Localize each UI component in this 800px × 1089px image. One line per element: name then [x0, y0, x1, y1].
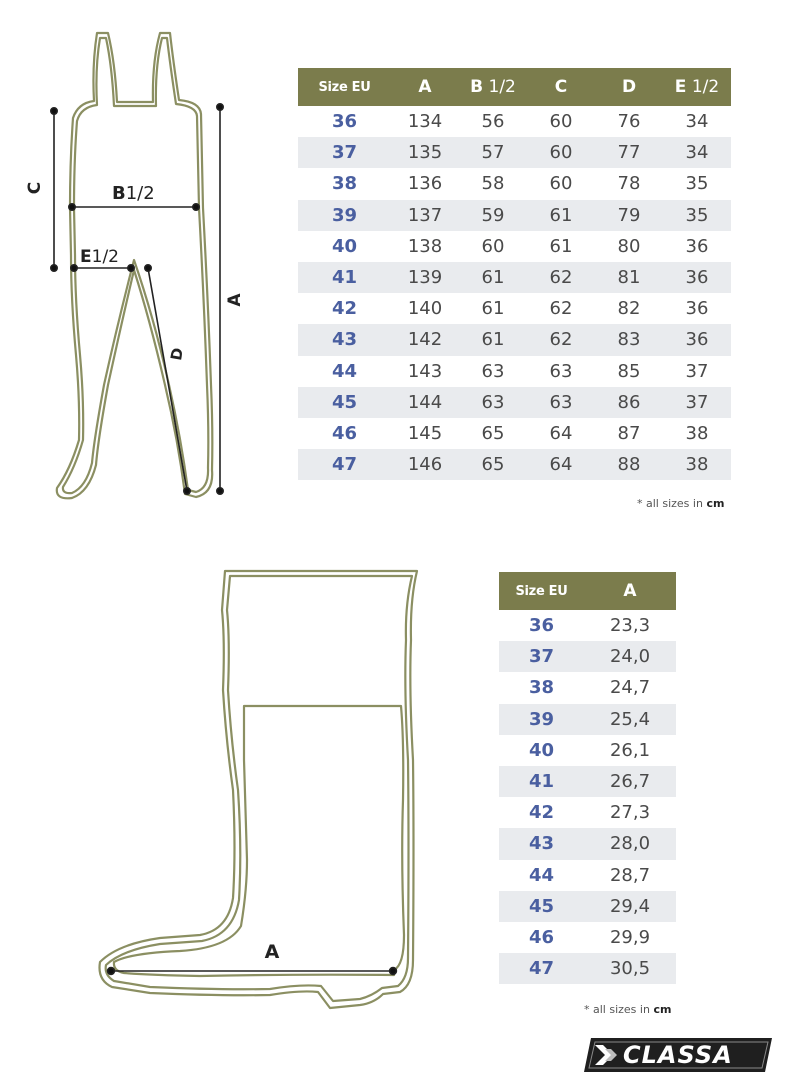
column-header-d	[595, 68, 663, 106]
boot-units-note	[584, 1003, 671, 1016]
classa-logo	[583, 1037, 773, 1073]
size-cell: 41	[499, 766, 584, 797]
value-cell: 34	[663, 137, 731, 168]
size-cell: 41	[298, 262, 391, 293]
size-cell: 47	[298, 449, 391, 480]
size-cell: 46	[528, 926, 555, 948]
size-cell: 47	[499, 953, 584, 984]
note-prefix: * all sizes in	[584, 1003, 654, 1016]
value-cell: 76	[617, 111, 641, 133]
value-cell: 56	[481, 111, 505, 133]
column-header-a	[584, 572, 676, 610]
column-header-b	[459, 68, 527, 106]
value-cell: 62	[549, 298, 573, 320]
label-e: E1/2	[80, 247, 119, 267]
boot-label-a: A	[264, 941, 280, 963]
value-cell: 37	[685, 360, 709, 382]
column-header-size-eu	[298, 68, 391, 106]
note-unit: cm	[706, 497, 725, 510]
value-cell: 27,3	[609, 802, 651, 824]
table-row	[499, 641, 676, 672]
value-cell: 65	[481, 422, 505, 444]
table-row	[499, 735, 676, 766]
value-cell: 61	[481, 298, 505, 320]
table-row	[298, 293, 731, 324]
label-b: B1/2	[112, 183, 155, 204]
boot-size-table	[499, 572, 676, 984]
size-cell: 44	[331, 360, 358, 382]
table-row	[298, 356, 731, 387]
value-cell: 61	[459, 262, 527, 293]
table-row	[298, 137, 731, 168]
value-cell: 65	[459, 449, 527, 480]
table-row	[298, 449, 731, 480]
size-cell: 44	[528, 864, 555, 886]
value-cell: 143	[407, 360, 443, 382]
size-cell: 42	[331, 298, 358, 320]
value-cell: 63	[527, 387, 595, 418]
note-prefix: * all sizes in	[637, 497, 707, 510]
value-cell: 138	[407, 235, 443, 257]
header-label: Size EU	[318, 79, 371, 95]
size-cell: 43	[298, 324, 391, 355]
waders-size-table	[298, 68, 731, 480]
size-cell: 39	[499, 704, 584, 735]
header-label: C	[554, 77, 568, 97]
value-cell: 86	[595, 387, 663, 418]
value-cell: 83	[595, 324, 663, 355]
size-cell: 38	[331, 173, 358, 195]
header-label: Size EU	[515, 583, 568, 599]
value-cell: 88	[595, 449, 663, 480]
size-cell: 36	[528, 615, 555, 637]
header-label: E	[674, 77, 687, 97]
value-cell: 61	[527, 200, 595, 231]
value-cell: 81	[595, 262, 663, 293]
table-row	[499, 922, 676, 953]
value-cell: 36	[685, 235, 709, 257]
boot-outline	[100, 571, 418, 1008]
value-cell: 29,9	[609, 926, 651, 948]
value-cell: 63	[549, 360, 573, 382]
table-row	[298, 262, 731, 293]
table-row	[298, 106, 731, 137]
value-cell: 38	[663, 449, 731, 480]
value-cell: 60	[549, 173, 573, 195]
value-cell: 135	[391, 137, 459, 168]
size-cell: 43	[499, 828, 584, 859]
size-cell: 40	[528, 739, 555, 761]
label-a: A	[225, 293, 245, 307]
value-cell: 140	[407, 298, 443, 320]
table-row	[499, 610, 676, 641]
waders-units-note	[637, 497, 724, 510]
size-cell: 45	[298, 387, 391, 418]
size-cell: 39	[298, 200, 391, 231]
table-row	[298, 168, 731, 199]
header-label: A	[418, 77, 432, 97]
value-cell: 36	[685, 298, 709, 320]
value-cell: 63	[481, 360, 505, 382]
value-cell: 59	[459, 200, 527, 231]
value-cell: 36	[663, 262, 731, 293]
value-cell: 29,4	[584, 891, 676, 922]
value-cell: 146	[391, 449, 459, 480]
value-cell: 61	[459, 324, 527, 355]
value-cell: 38	[685, 422, 709, 444]
value-cell: 137	[391, 200, 459, 231]
size-cell: 38	[528, 677, 555, 699]
table-row	[499, 953, 676, 984]
value-cell: 64	[527, 449, 595, 480]
column-header-a	[391, 68, 459, 106]
value-cell: 30,5	[584, 953, 676, 984]
value-cell: 60	[481, 235, 505, 257]
column-header-c	[527, 68, 595, 106]
table-row	[298, 231, 731, 262]
size-cell: 46	[331, 422, 358, 444]
value-cell: 134	[407, 111, 443, 133]
value-cell: 60	[527, 137, 595, 168]
size-cell: 42	[528, 802, 555, 824]
value-cell: 63	[459, 387, 527, 418]
value-cell: 79	[595, 200, 663, 231]
table-row	[499, 704, 676, 735]
value-cell: 26,1	[609, 739, 651, 761]
value-cell: 36	[663, 324, 731, 355]
size-cell: 45	[499, 891, 584, 922]
table-row	[298, 324, 731, 355]
value-cell: 28,0	[584, 828, 676, 859]
table-row	[499, 672, 676, 703]
table-row	[499, 828, 676, 859]
value-cell: 62	[527, 324, 595, 355]
size-cell: 40	[331, 235, 358, 257]
value-cell: 85	[617, 360, 641, 382]
value-cell: 82	[617, 298, 641, 320]
header-half-suffix: 1/2	[483, 77, 516, 97]
value-cell: 60	[549, 111, 573, 133]
logo-text: CLASSA	[623, 1041, 733, 1069]
column-header-size-eu	[499, 572, 584, 610]
value-cell: 35	[685, 173, 709, 195]
value-cell: 77	[595, 137, 663, 168]
value-cell: 28,7	[609, 864, 651, 886]
table-row	[499, 891, 676, 922]
column-header-e	[663, 68, 731, 106]
value-cell: 26,7	[584, 766, 676, 797]
value-cell: 136	[407, 173, 443, 195]
value-cell: 62	[527, 262, 595, 293]
size-cell: 37	[298, 137, 391, 168]
table-row	[298, 387, 731, 418]
note-unit: cm	[653, 1003, 672, 1016]
value-cell: 145	[407, 422, 443, 444]
value-cell: 57	[459, 137, 527, 168]
label-d: D	[167, 346, 188, 362]
table-row	[298, 418, 731, 449]
value-cell: 61	[549, 235, 573, 257]
header-label: B	[470, 77, 484, 97]
boot-liner	[114, 706, 404, 976]
value-cell: 23,3	[609, 615, 651, 637]
value-cell: 64	[549, 422, 573, 444]
table-header-row	[298, 68, 731, 106]
header-label: D	[621, 77, 637, 97]
value-cell: 58	[481, 173, 505, 195]
table-row	[499, 797, 676, 828]
header-half-suffix: 1/2	[686, 77, 720, 97]
table-header-row	[499, 572, 676, 610]
value-cell: 34	[685, 111, 709, 133]
table-row	[298, 200, 731, 231]
value-cell: 24,0	[584, 641, 676, 672]
table-row	[499, 766, 676, 797]
value-cell: 35	[663, 200, 731, 231]
value-cell: 144	[391, 387, 459, 418]
value-cell: 25,4	[584, 704, 676, 735]
value-cell: 139	[391, 262, 459, 293]
value-cell: 80	[617, 235, 641, 257]
label-c: C	[25, 181, 45, 195]
table-row	[499, 860, 676, 891]
table-body	[298, 106, 731, 480]
header-label: A	[623, 581, 637, 601]
value-cell: 142	[391, 324, 459, 355]
value-cell: 24,7	[609, 677, 651, 699]
size-cell: 37	[499, 641, 584, 672]
value-cell: 78	[617, 173, 641, 195]
table-body	[499, 610, 676, 984]
value-cell: 37	[663, 387, 731, 418]
value-cell: 87	[617, 422, 641, 444]
size-cell: 36	[331, 111, 358, 133]
